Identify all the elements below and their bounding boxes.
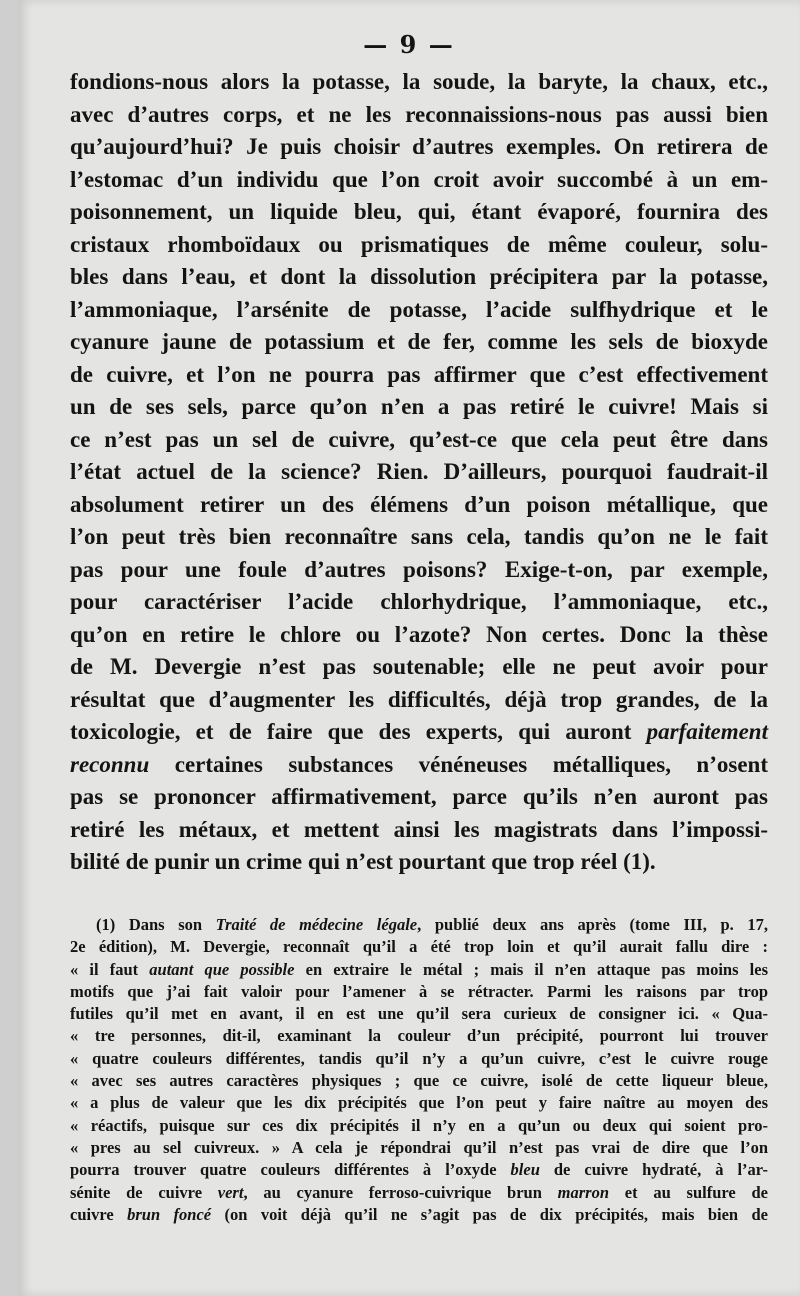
text-segment: fondions-nous alors la potasse, la soude, la baryte, la chaux, etc., xyxy=(70,69,768,94)
footnote-line xyxy=(70,1115,768,1137)
text-segment: l’estomac d’un individu que l’on croit avoir succombé à un em- xyxy=(70,166,768,192)
footnote-line xyxy=(70,1070,768,1092)
footnote-line xyxy=(70,914,768,936)
body-line xyxy=(70,391,768,424)
body-line xyxy=(70,814,768,847)
text-segment: pour caractériser l’acide chlorhydrique, l’ammoniaque, etc., xyxy=(70,589,768,614)
text-segment: qu’aujourd’hui? Je puis choisir d’autres exemples. On retirera de xyxy=(70,134,768,159)
text-segment: absolument retirer un des élémens d’un poison métallique, que xyxy=(70,491,768,517)
body-line xyxy=(70,196,768,229)
text-segment: futiles qu’il met en avant, il en est une qu’il sera curieux de consigner ici. « Qua- xyxy=(70,1004,768,1024)
footnote-line xyxy=(70,1048,768,1070)
body-line xyxy=(70,456,768,489)
text-segment: de cuivre, et l’on ne pourra pas affirmer que c’est effectivement xyxy=(70,361,768,387)
body-line xyxy=(70,619,768,652)
italic-text: Traité de médecine légale xyxy=(215,915,418,934)
text-segment: ce n’est pas un sel de cuivre, qu’est-ce que cela peut être dans xyxy=(70,426,768,452)
footnote-line xyxy=(70,1204,768,1226)
body-line xyxy=(70,684,768,717)
body-line xyxy=(70,781,768,814)
text-segment: certaines substances vénéneuses métalliques, n’osent xyxy=(149,751,768,777)
footnote-line xyxy=(70,1137,768,1159)
text-segment: poisonnement, un liquide bleu, qui, étant évaporé, fournira des xyxy=(70,199,768,224)
page-number: — 9 — xyxy=(363,30,455,59)
text-segment: pas pour une foule d’autres poisons? Exige-t-on, par exemple, xyxy=(70,556,768,582)
book-page xyxy=(18,0,800,1296)
body-line xyxy=(70,651,768,684)
text-segment: de cuivre hydraté, à l’ar- xyxy=(539,1160,768,1180)
text-segment: « quatre couleurs différentes, tandis qu’il n’y a qu’un cuivre, c’est le cuivre rouge xyxy=(70,1048,768,1068)
footnote-line xyxy=(70,1025,768,1047)
text-segment: cyanure jaune de potassium et de fer, comme les sels de bioxyde xyxy=(70,329,768,354)
italic-text: autant que possible xyxy=(149,959,295,979)
text-segment: l’ammoniaque, l’arsénite de potasse, l’acide sulfhydrique et le xyxy=(70,296,768,322)
text-segment: retiré les métaux, et mettent ainsi les magistrats dans l’impossi- xyxy=(70,816,768,842)
footnote-line xyxy=(70,959,768,981)
body-line xyxy=(70,749,768,782)
text-segment: « tre personnes, dit-il, examinant la couleur d’un précipité, pourront lui trouver xyxy=(70,1026,768,1046)
footnote xyxy=(70,914,768,1226)
text-segment: avec d’autres corps, et ne les reconnaissions-nous pas aussi bien xyxy=(70,101,768,127)
text-segment: pourra trouver quatre couleurs différentes à l’oxyde xyxy=(70,1160,511,1180)
footnote-line xyxy=(70,1092,768,1114)
footnote-line xyxy=(70,1182,768,1204)
text-segment: cuivre xyxy=(70,1204,128,1224)
text-segment: en extraire le métal ; mais il n’en attaque pas moins les xyxy=(294,959,769,979)
body-line xyxy=(70,99,768,132)
text-segment: 2e édition), M. Devergie, reconnaît qu’il a été trop loin et qu’il aurait fallu dire : xyxy=(70,937,768,957)
text-segment: « pres au sel cuivreux. » A cela je répondrai qu’il n’est pas vrai de dire que l’on xyxy=(70,1137,768,1157)
text-segment: résultat que d’augmenter les difficultés, déjà trop grandes, de la xyxy=(70,686,768,712)
body-line xyxy=(70,261,768,294)
italic-text: marron xyxy=(557,1182,610,1202)
text-segment: « a plus de valeur que les dix précipités que l’on peut y faire naître au moyen des xyxy=(70,1093,768,1113)
body-line xyxy=(70,294,768,327)
body-line xyxy=(70,489,768,522)
body-line xyxy=(70,521,768,554)
body-line xyxy=(70,131,768,164)
italic-text: parfaitement xyxy=(646,719,768,744)
text-segment: l’on peut très bien reconnaître sans cela, tandis qu’on ne le fait xyxy=(70,524,768,549)
italic-text: reconnu xyxy=(70,751,150,777)
body-line xyxy=(70,229,768,262)
text-segment: bles dans l’eau, et dont la dissolution précipitera par la potasse, xyxy=(70,264,768,289)
body-line xyxy=(70,326,768,359)
text-segment: (on voit déjà qu’il ne s’agit pas de dix précipités, mais bien de xyxy=(211,1204,769,1224)
body-line xyxy=(70,716,768,749)
text-segment: un de ses sels, parce qu’on n’en a pas retiré le cuivre! Mais si xyxy=(70,394,768,419)
text-segment: cristaux rhomboïdaux ou prismatiques de même couleur, solu- xyxy=(70,231,768,257)
body-line xyxy=(70,846,768,879)
text-segment: , publié deux ans après (tome III, p. 17, xyxy=(417,915,768,934)
text-segment: sénite de cuivre xyxy=(70,1182,218,1202)
text-segment: « il faut xyxy=(70,959,150,979)
text-segment: « avec ses autres caractères physiques ; que ce cuivre, isolé de cette liqueur bleue, xyxy=(70,1071,768,1091)
body-line xyxy=(70,164,768,197)
italic-text: vert xyxy=(217,1182,244,1202)
footnote-line xyxy=(70,936,768,958)
body-line xyxy=(70,586,768,619)
footnote-line xyxy=(70,981,768,1003)
body-line xyxy=(70,66,768,99)
italic-text: brun foncé xyxy=(127,1204,212,1224)
text-segment: toxicologie, et de faire que des experts, qui auront xyxy=(70,719,647,744)
text-segment: bilité de punir un crime qui n’est pourtant que trop réel (1). xyxy=(70,849,656,874)
body-text xyxy=(70,66,768,879)
text-segment: « réactifs, puisque sur ces dix précipités il n’y en a qu’un ou deux qui soient pro- xyxy=(70,1115,768,1135)
text-segment: motifs que j’ai fait valoir pour l’amener à se rétracter. Parmi les raisons par trop xyxy=(70,981,768,1001)
text-segment: de M. Devergie n’est pas soutenable; elle ne peut avoir pour xyxy=(70,654,768,679)
body-line xyxy=(70,424,768,457)
text-segment: (1) Dans son xyxy=(96,915,216,934)
text-segment: pas se prononcer affirmativement, parce qu’ils n’en auront pas xyxy=(70,784,768,809)
italic-text: bleu xyxy=(510,1160,540,1180)
text-segment: qu’on en retire le chlore ou l’azote? Non certes. Donc la thèse xyxy=(70,621,768,647)
body-line xyxy=(70,554,768,587)
body-line xyxy=(70,359,768,392)
text-segment: l’état actuel de la science? Rien. D’ailleurs, pourquoi faudrait-il xyxy=(70,459,768,484)
footnote-line xyxy=(70,1003,768,1025)
footnote-line xyxy=(70,1159,768,1181)
text-segment: , au cyanure ferroso-cuivrique brun xyxy=(243,1182,558,1202)
text-segment: et au sulfure de xyxy=(609,1182,768,1202)
